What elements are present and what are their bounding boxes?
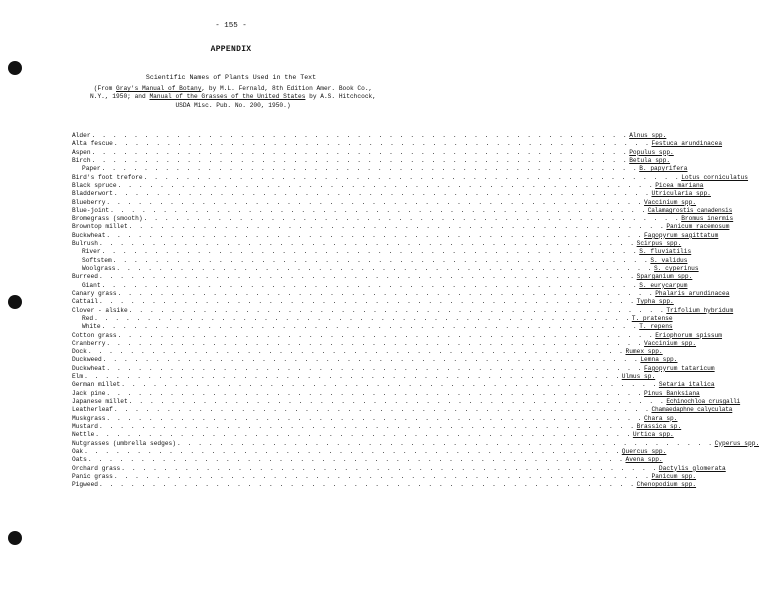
scientific-name: Populus spp. (629, 148, 674, 156)
dot-leader: . . . . . . . . . . . . . . . . . . . . . . . . . . . . . . . . . . . . . . . . . . . . . . . . . . . (99, 298, 636, 306)
scientific-name: Panicum racemosum (666, 223, 730, 231)
scientific-name: S. eurycarpum (639, 281, 688, 289)
scientific-name: Lemna spp. (640, 356, 678, 364)
dot-leader: . . . . . . . . . . . . . . . . . . . . . . . . . . . . . . . . . . . . . . . . . . . . . . . . . . . (106, 364, 644, 372)
dot-leader: . . . . . . . . . . . . . . . . . . . . . . . . . . . . . . . . . . . . . . . . . . . . . . . . . . . (91, 156, 629, 164)
common-name: Bromegrass (smooth) (72, 215, 143, 223)
plant-row (72, 414, 678, 423)
plant-row (72, 314, 673, 323)
plant-row (72, 373, 656, 381)
dot-leader: . . . . . . . . . . . . . . . . . . . . . . . . . . . . . . . . . . . . . . . . . . . . . . . . . . . (113, 190, 651, 198)
common-name: Aspen (72, 148, 91, 156)
common-name: Nettle (72, 431, 95, 439)
dot-leader: . . . . . . . . . . . . . . . . . . . . . . . . . . . . . . . . . . . . . . . . . . . . . . . . . . . (143, 173, 681, 181)
plant-row (72, 289, 730, 298)
dot-leader: . . . . . . . . . . . . . . . . . . . . . . . . . . . . . . . . . . . . . . . . . . . . . . . . . . . (110, 206, 647, 214)
dot-leader: . . . . . . . . . . . . . . . . . . . . . . . . . . . . . . . . . . . . . . . . . . . . . . . . . . . (106, 198, 644, 206)
common-name: Red (82, 314, 94, 322)
dot-leader: . . . . . . . . . . . . . . . . . . . . . . . . . . . . . . . . . . . . . . . . . . . . . . . . . . . (95, 431, 632, 439)
common-name: Japanese millet (72, 398, 128, 405)
dot-leader: . . . . . . . . . . . . . . . . . . . . . . . . . . . . . . . . . . . . . . . . . . . . . . . . . . . (113, 472, 651, 480)
scientific-name: S. fluviatilis (639, 248, 692, 256)
common-name: Cranberry (72, 339, 106, 347)
common-name: Alder (72, 132, 91, 139)
scientific-name: Bromus inermis (681, 215, 734, 223)
dot-leader: . . . . . . . . . . . . . . . . . . . . . . . . . . . . . . . . . . . . . . . . . . . . . . . . . . . (101, 165, 639, 173)
plant-row (72, 248, 692, 256)
scientific-name: Urtica spp. (632, 431, 674, 439)
binder-hole-middle (8, 295, 22, 309)
plant-row (72, 265, 699, 273)
dot-leader: . . . . . . . . . . . . . . . . . . . . . . . . . . . . . . . . . . . . . . . . . . . . . . . . . . . (116, 265, 654, 272)
common-name: Birch (72, 156, 91, 164)
scientific-name: Setaria italica (658, 381, 715, 389)
scientific-name: Phalaris arundinacea (655, 289, 730, 297)
dot-leader: . . . . . . . . . . . . . . . . . . . . . . . . . . . . . . . . . . . . . . . . . . . . . . . . . . . (91, 132, 629, 139)
dot-leader: . . . . . . . . . . . . . . . . . . . . . . . . . . . . . . . . . . . . . . . . . . . . . . . . . . . (99, 422, 636, 430)
plant-row (72, 464, 726, 473)
scientific-name: Fagopyrum tataricum (644, 364, 715, 372)
common-name: Black spruce (72, 181, 117, 189)
plant-row (72, 231, 719, 240)
dot-leader: . . . . . . . . . . . . . . . . . . . . . . . . . . . . . . . . . . . . . . . . . . . . . . . . . . . (112, 256, 650, 264)
scientific-name: Picea mariana (655, 181, 704, 189)
dot-leader: . . . . . . . . . . . . . . . . . . . . . . . . . . . . . . . . . . . . . . . . . . . . . . . . . . . (106, 389, 644, 397)
plant-row (72, 364, 715, 373)
common-name: Duckweed (72, 356, 102, 364)
plant-row (72, 281, 688, 290)
plant-row (72, 223, 730, 231)
common-name: Paper (82, 165, 101, 173)
plant-row (72, 273, 693, 281)
dot-leader: . . . . . . . . . . . . . . . . . . . . . . . . . . . . . . . . . . . . . . . . . . . . . . . . . . . (99, 240, 636, 248)
page-title: APPENDIX (210, 45, 252, 54)
common-name: Oak (72, 447, 84, 455)
scientific-name: Pinus Banksiana (644, 389, 700, 397)
dot-leader: . . . . . . . . . . . . . . . . . . . . . . . . . . . . . . . . . . . . . . . . . . . . . . . . . . . (94, 314, 631, 322)
dot-leader: . . . . . . . . . . . . . . . . . . . . . . . . . . . . . . . . . . . . . . . . . . . . . . . . . . . (99, 481, 636, 489)
plant-row (72, 439, 759, 448)
plant-row (72, 447, 667, 456)
common-name: Nutgrasses (umbrella sedges) (72, 439, 176, 447)
plant-row (72, 389, 700, 398)
plant-row (72, 256, 688, 265)
plant-row (72, 472, 697, 481)
scientific-name: Sparganium spp. (636, 273, 693, 281)
source-book-title: Manual of the Grasses of the United States (149, 93, 306, 101)
plant-row (72, 481, 697, 489)
scientific-name: Vaccinium spp. (644, 339, 697, 347)
dot-leader: . . . . . . . . . . . . . . . . . . . . . . . . . . . . . . . . . . . . . . . . . . . . . . . . . . . (101, 248, 639, 256)
plant-row (72, 198, 697, 207)
section-title: Scientific Names of Plants Used in the Text (145, 74, 317, 81)
plant-row (72, 339, 697, 348)
scientific-name: Typha spp. (636, 298, 674, 306)
dot-leader: . . . . . . . . . . . . . . . . . . . . . . . . . . . . . . . . . . . . . . . . . . . . . . . . . . . (91, 148, 629, 156)
common-name: Giant (82, 281, 101, 289)
common-name: Blueberry (72, 198, 106, 206)
source-text: N.Y., 1950; and (90, 93, 150, 101)
common-name: Bulrush (72, 240, 98, 248)
plant-row (72, 348, 663, 356)
dot-leader: . . . . . . . . . . . . . . . . . . . . . . . . . . . . . . . . . . . . . . . . . . . . . . . . . . . (106, 339, 644, 347)
binder-hole-top (8, 61, 22, 75)
source-text: , by M.L. Fernald, 8th Edition Amer. Book Co., (201, 85, 373, 92)
common-name: Bladderwort (72, 190, 113, 198)
scientific-name: Trifolium hybridum (666, 306, 734, 314)
plant-row (72, 165, 688, 173)
plant-row (72, 240, 682, 248)
dot-leader: . . . . . . . . . . . . . . . . . . . . . . . . . . . . . . . . . . . . . . . . . . . . . . . . . . . (121, 381, 658, 389)
common-name: Muskgrass (72, 414, 106, 422)
scientific-name: S. validus (650, 256, 688, 264)
dot-leader: . . . . . . . . . . . . . . . . . . . . . . . . . . . . . . . . . . . . . . . . . . . . . . . . . . . (113, 140, 651, 148)
common-name: German millet (72, 381, 121, 389)
plant-row (72, 140, 723, 148)
dot-leader: . . . . . . . . . . . . . . . . . . . . . . . . . . . . . . . . . . . . . . . . . . . . . . . . . . . (106, 414, 644, 422)
scientific-name: Fagopyrum sagittatum (644, 231, 719, 239)
plant-row (72, 298, 674, 306)
plant-row (72, 156, 671, 165)
dot-leader: . . . . . . . . . . . . . . . . . . . . . . . . . . . . . . . . . . . . . . . . . . . . . . . . . . . (106, 231, 644, 239)
dot-leader: . . . . . . . . . . . . . . . . . . . . . . . . . . . . . . . . . . . . . . . . . . . . . . . . . . . (143, 215, 681, 223)
common-name: Elm (72, 373, 84, 381)
dot-leader: . . . . . . . . . . . . . . . . . . . . . . . . . . . . . . . . . . . . . . . . . . . . . . . . . . . (176, 439, 714, 447)
plant-row (72, 331, 723, 340)
dot-leader: . . . . . . . . . . . . . . . . . . . . . . . . . . . . . . . . . . . . . . . . . . . . . . . . . . . (87, 348, 625, 356)
scientific-name: S. cyperinus (654, 265, 699, 272)
dot-leader: . . . . . . . . . . . . . . . . . . . . . . . . . . . . . . . . . . . . . . . . . . . . . . . . . . . (101, 281, 639, 289)
source-book-title: Gray's Manual of Botany (116, 85, 202, 92)
scientific-name: Cyperus spp. (714, 439, 759, 447)
dot-leader: . . . . . . . . . . . . . . . . . . . . . . . . . . . . . . . . . . . . . . . . . . . . . . . . . . . (117, 181, 655, 189)
scientific-name: Chara sp. (644, 414, 678, 422)
common-name: Woolgrass (82, 265, 116, 272)
dot-leader: . . . . . . . . . . . . . . . . . . . . . . . . . . . . . . . . . . . . . . . . . . . . . . . . . . . (121, 464, 658, 472)
common-name: Canary grass (72, 289, 117, 297)
common-name: Blue-joint (72, 206, 110, 214)
plant-row (72, 190, 711, 198)
dot-leader: . . . . . . . . . . . . . . . . . . . . . . . . . . . . . . . . . . . . . . . . . . . . . . . . . . . (84, 447, 621, 455)
common-name: Browntop millet (72, 223, 128, 231)
dot-leader: . . . . . . . . . . . . . . . . . . . . . . . . . . . . . . . . . . . . . . . . . . . . . . . . . . . (128, 306, 666, 314)
scientific-name: Rumex spp. (625, 348, 663, 356)
dot-leader: . . . . . . . . . . . . . . . . . . . . . . . . . . . . . . . . . . . . . . . . . . . . . . . . . . . (117, 331, 655, 339)
common-name: Cotton grass (72, 331, 117, 339)
plant-row (72, 306, 734, 315)
plant-row (72, 406, 733, 414)
common-name: Panic grass (72, 472, 113, 480)
common-name: Cattail (72, 298, 98, 306)
common-name: Leatherleaf (72, 406, 113, 414)
scientific-name: Utricularia spp. (651, 190, 711, 198)
plant-row (72, 132, 667, 140)
scientific-name: T. pratense (631, 314, 673, 322)
plant-row (72, 398, 741, 406)
scientific-name: Ulmus sp. (621, 373, 656, 381)
common-name: Oats (72, 456, 87, 464)
dot-leader: . . . . . . . . . . . . . . . . . . . . . . . . . . . . . . . . . . . . . . . . . . . . . . . . . . . (87, 456, 625, 464)
plant-row (72, 181, 704, 190)
scientific-name: Festuca arundinacea (651, 140, 723, 148)
plant-row (72, 422, 682, 431)
source-line-2 (72, 93, 394, 101)
scientific-name: Eriophorum spissum (655, 331, 723, 339)
plant-row (72, 323, 673, 331)
common-name: Jack pine (72, 389, 106, 397)
common-name: White (82, 323, 101, 331)
scientific-name: Avena spp. (625, 456, 663, 464)
scientific-name: Calamagrostis canadensis (647, 206, 733, 214)
dot-leader: . . . . . . . . . . . . . . . . . . . . . . . . . . . . . . . . . . . . . . . . . . . . . . . . . . . (117, 289, 655, 297)
common-name: Dock (72, 348, 87, 356)
common-name: Softstem (82, 256, 112, 264)
scientific-name: Dactylis glomerata (658, 464, 726, 472)
source-citation (72, 85, 394, 110)
common-name: Burreed (72, 273, 98, 281)
common-name: Orchard grass (72, 464, 121, 472)
plant-name-list (72, 132, 759, 489)
plant-row (72, 456, 663, 464)
dot-leader: . . . . . . . . . . . . . . . . . . . . . . . . . . . . . . . . . . . . . . . . . . . . . . . . . . . (128, 398, 666, 405)
source-text: by A.S. Hitchcock, (305, 93, 376, 101)
scientific-name: Vaccinium spp. (644, 198, 697, 206)
scientific-name: Scirpus spp. (636, 240, 682, 248)
plant-row (72, 431, 674, 439)
plant-row (72, 381, 715, 389)
plant-row (72, 215, 734, 223)
scientific-name: Echinochloa crusgalli (666, 398, 741, 405)
binder-hole-bottom (8, 531, 22, 545)
common-name: River (82, 248, 101, 256)
dot-leader: . . . . . . . . . . . . . . . . . . . . . . . . . . . . . . . . . . . . . . . . . . . . . . . . . . . (102, 356, 640, 364)
plant-row (72, 356, 678, 364)
source-line-1 (72, 85, 394, 93)
scientific-name: Lotus corniculatus (681, 173, 749, 181)
dot-leader: . . . . . . . . . . . . . . . . . . . . . . . . . . . . . . . . . . . . . . . . . . . . . . . . . . . (128, 223, 666, 231)
plant-row (72, 148, 674, 157)
dot-leader: . . . . . . . . . . . . . . . . . . . . . . . . . . . . . . . . . . . . . . . . . . . . . . . . . . . (113, 406, 651, 414)
scientific-name: T. repens (639, 323, 673, 331)
scientific-name: Alnus spp. (629, 132, 667, 139)
scientific-name: Panicum spp. (651, 472, 697, 480)
dot-leader: . . . . . . . . . . . . . . . . . . . . . . . . . . . . . . . . . . . . . . . . . . . . . . . . . . . (99, 273, 636, 281)
source-line-3: USDA Misc. Pub. No. 200, 1950.) (175, 101, 291, 109)
scientific-name: Quercus spp. (621, 447, 667, 455)
common-name: Mustard (72, 422, 98, 430)
common-name: Duckwheat (72, 364, 106, 372)
plant-row (72, 206, 733, 215)
page-number: - 155 - (215, 22, 247, 30)
dot-leader: . . . . . . . . . . . . . . . . . . . . . . . . . . . . . . . . . . . . . . . . . . . . . . . . . . . (84, 373, 621, 381)
common-name: Clover - alsike (72, 306, 128, 314)
scientific-name: Brassica sp. (636, 422, 682, 430)
common-name: Bird's foot trefore (72, 173, 143, 181)
scientific-name: Chenopodium spp. (636, 481, 697, 489)
scientific-name: B. papyrifera (639, 165, 688, 173)
dot-leader: . . . . . . . . . . . . . . . . . . . . . . . . . . . . . . . . . . . . . . . . . . . . . . . . . . . (101, 323, 639, 331)
common-name: Pigweed (72, 481, 98, 489)
common-name: Buckwheat (72, 231, 106, 239)
scientific-name: Betula spp. (629, 156, 671, 164)
common-name: Alta fescue (72, 140, 113, 148)
scientific-name: Chamaedaphne calyculata (651, 406, 733, 414)
plant-row (72, 173, 749, 182)
source-text: (From (93, 85, 117, 92)
